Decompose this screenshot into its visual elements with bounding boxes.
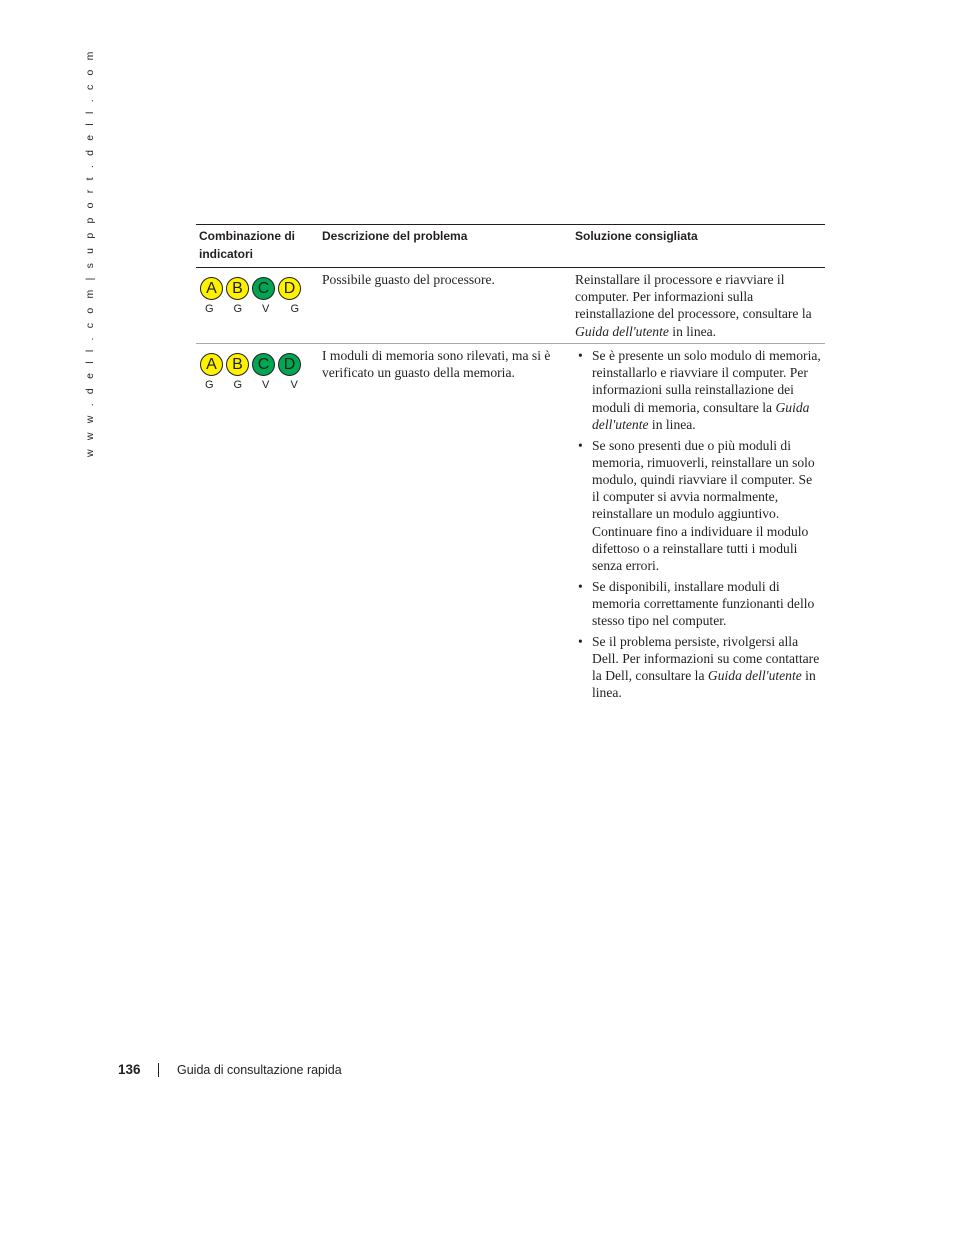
light-code: G (205, 303, 214, 315)
header-recommended-solution: Soluzione consigliata (575, 229, 698, 243)
light-code: V (290, 379, 298, 391)
indicator-light-d: D (278, 353, 301, 376)
light-combination-cell (196, 268, 319, 343)
table-header (196, 225, 825, 268)
light-code: G (233, 303, 243, 315)
indicator-light-c: C (252, 353, 275, 376)
led-diagnostic-table (196, 224, 825, 704)
list-item: • Se è presente un solo modulo di memoria, reinstallarlo e riavviare il computer. Per informazioni sulla reinstallazione dei moduli di memoria, consultare la Guida dell'utente in linea. (575, 347, 823, 433)
indicator-light-d: D (278, 277, 301, 300)
indicator-light-b: B (226, 277, 249, 300)
light-code: G (290, 303, 300, 315)
light-code: G (233, 379, 243, 391)
light-code: V (262, 303, 270, 315)
problem-description: Possibile guasto del processore. (322, 272, 495, 287)
indicator-light-a: A (200, 353, 223, 376)
list-item: • Se disponibili, installare moduli di memoria correttamente funzionanti dello stesso tipo nel computer. (575, 578, 823, 630)
light-code: V (262, 379, 270, 391)
light-combination-cell (196, 344, 319, 704)
table-row (196, 268, 825, 344)
indicator-light-b: B (226, 353, 249, 376)
page-footer (118, 1062, 342, 1077)
recommended-solution: Reinstallare il processore e riavviare il computer. Per informazioni sulla reinstallazione del processore, consultare la Guida dell'utente in linea. (575, 272, 812, 339)
table-row (196, 344, 825, 704)
indicator-light-a: A (200, 277, 223, 300)
header-problem-description: Descrizione del problema (322, 229, 468, 243)
document-title: Guida di consultazione rapida (177, 1062, 342, 1077)
light-code: G (205, 379, 214, 391)
footer-divider (158, 1063, 159, 1077)
recommended-solution (572, 344, 825, 704)
side-url: w w w . d e l l . c o m | s u p p o r t . d e l l . c o m (84, 48, 96, 457)
list-item: • Se il problema persiste, rivolgersi alla Dell. Per informazioni su come contattare la Dell, consultare la Guida dell'utente in linea. (575, 633, 823, 702)
page-number: 136 (118, 1062, 141, 1077)
list-item: • Se sono presenti due o più moduli di memoria, rimuoverli, reinstallare un solo modulo, quindi riavviare il computer. Se il computer si avvia normalmente, reinstallare un modulo aggiuntivo. Continuare fino a individuare il modulo difettoso o a reinstallare tutti i moduli senza errori. (575, 437, 823, 575)
header-light-combination: Combinazione di indicatori (199, 229, 295, 261)
indicator-light-c: C (252, 277, 275, 300)
problem-description: I moduli di memoria sono rilevati, ma si è verificato un guasto della memoria. (322, 348, 551, 381)
